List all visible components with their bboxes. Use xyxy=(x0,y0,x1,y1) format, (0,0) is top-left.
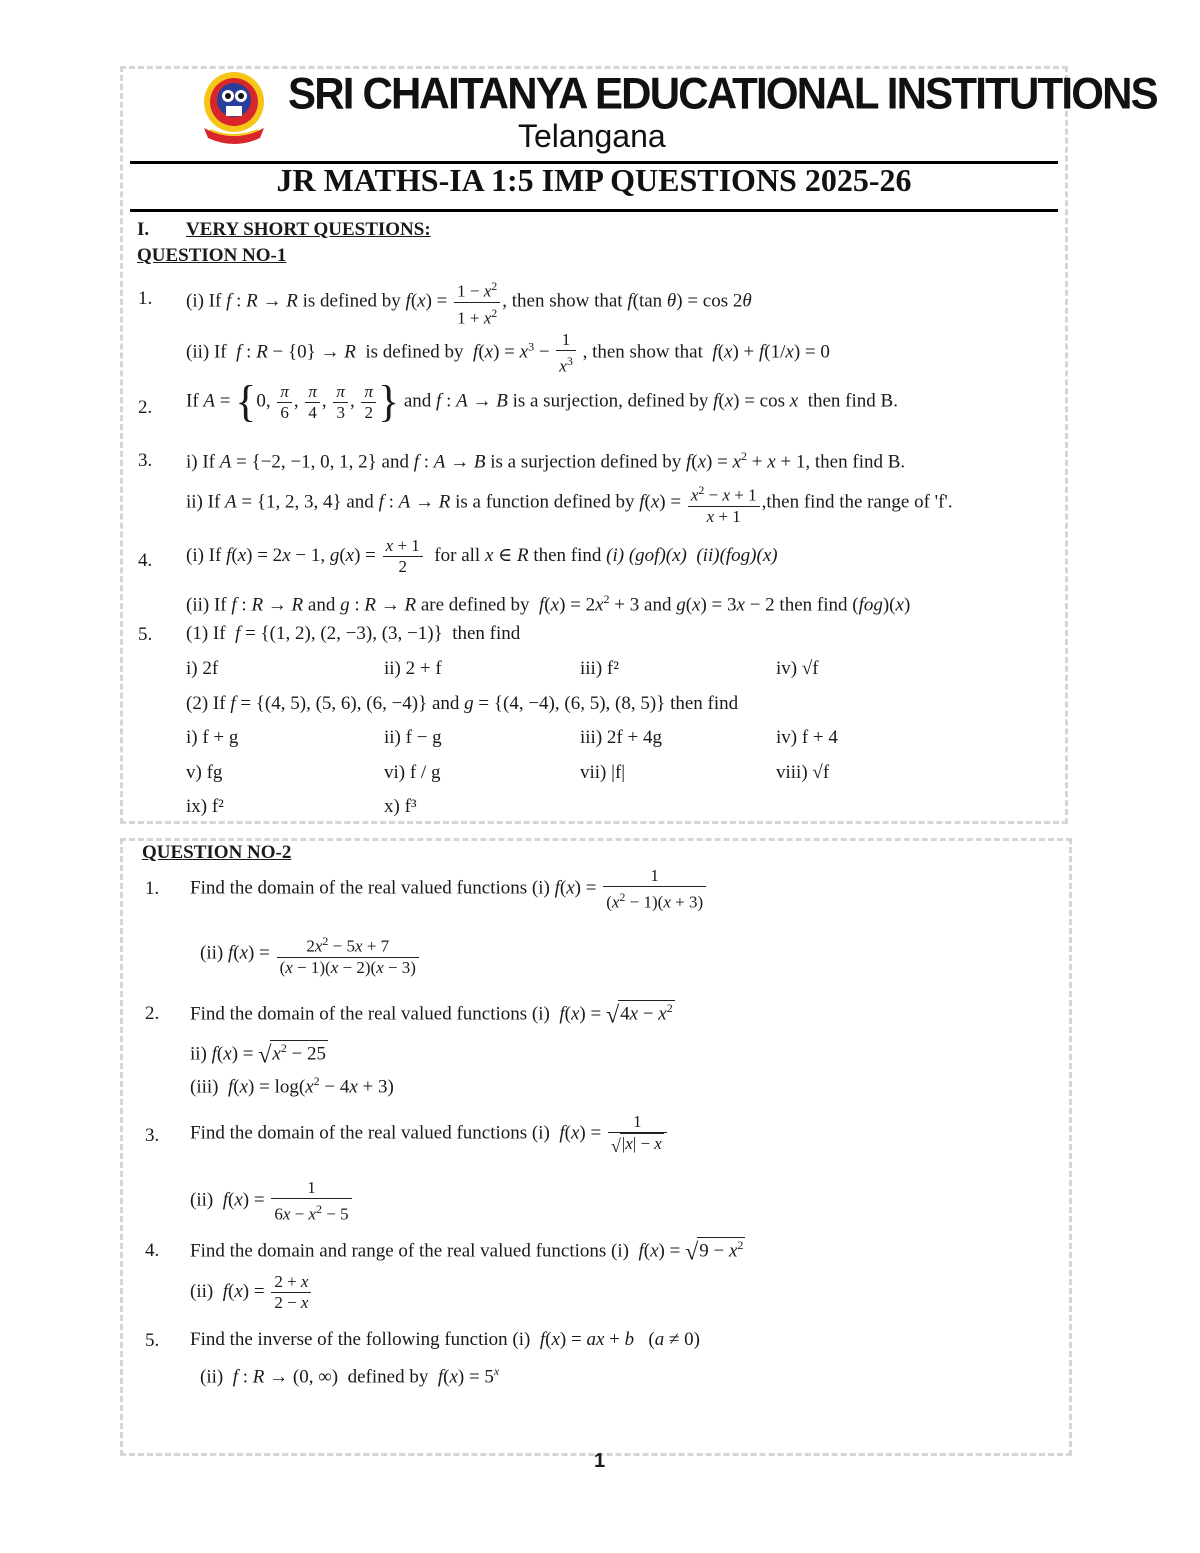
section-title: VERY SHORT QUESTIONS: xyxy=(186,219,431,240)
q1-part: i) f + g xyxy=(186,727,239,748)
item-number: 1. xyxy=(145,878,160,899)
item-number: 5. xyxy=(138,624,153,645)
page-number: 1 xyxy=(594,1450,606,1472)
q1-part: ix) f² xyxy=(186,796,224,817)
q1-part: iii) 2f + 4g xyxy=(580,727,662,748)
q1-part: viii) √f xyxy=(776,762,830,783)
q1-part: vii) |f| xyxy=(580,762,626,783)
document-title: JR MATHS-IA 1:5 IMP QUESTIONS 2025-26 xyxy=(276,162,912,198)
q2-item2-i: Find the domain of the real valued functions (i) $f(x) = √4x - x^2$ xyxy=(190,1001,673,1029)
item-number: 4. xyxy=(145,1240,160,1261)
q2-item4-ii: (ii) f(x) = $\frac{2 + x}{2 - x}$ xyxy=(190,1272,313,1313)
question-1-heading: QUESTION NO-1 xyxy=(137,245,287,266)
q1-item3-ii: ii) If A = {1, 2, 3, 4} and f : A → R is a function defined by f(x) = $\frac{x^2 - x + 1}{x + 1}$ ,then find the range of 'f'. xyxy=(186,480,953,527)
q1-item1-ii: (ii) If f : R − {0} → R is defined by $f(x) = x^3$ − $\frac{1}{x^3}$ , then show that f(x) + f(1/x) = 0 xyxy=(186,330,830,376)
item-number: 4. xyxy=(138,550,153,571)
q1-item2: If A = {0, $\frac{\pi}{6}$ , $\frac{\pi}{4}$ , $\frac{\pi}{3}$ , $\frac{\pi}{2}$ } and f : A → B is a surjection, defined by f(x) = cos x then find B. xyxy=(186,377,898,426)
item-number: 2. xyxy=(138,397,153,418)
item-number: 1. xyxy=(138,288,153,309)
header-rule-bottom xyxy=(130,209,1058,212)
q1-item4-ii: (ii) If f : R → R and g : R → R are defined by $f(x) = 2x^2 + 3$ and g(x) = 3x − 2 then find (fog)(x) xyxy=(186,592,911,616)
q2-item3-ii: (ii) f(x) = $\frac{1}{6x - x^2 - 5}$ xyxy=(190,1178,354,1225)
section-number: I. xyxy=(137,219,150,240)
item-number: 5. xyxy=(145,1330,160,1351)
question-2-heading: QUESTION NO-2 xyxy=(142,842,292,863)
q1-item1-i: (i) If f : R → R is defined by f(x) = $\frac{1 - x^2}{1 + x^2}$ , then show that f(tan θ) = cos 2θ xyxy=(186,276,752,328)
q1-item3-i: i) If A = {−2, −1, 0, 1, 2} and f : A → B is a surjection defined by $f(x) = x^2 + x + 1$, then find B. xyxy=(186,449,906,473)
q1-part: x) f³ xyxy=(384,796,417,817)
item-number: 3. xyxy=(145,1125,160,1146)
q1-item5-2: (2) If f = {(4, 5), (5, 6), (6, −4)} and g = {(4, −4), (6, 5), (8, 5)} then find xyxy=(186,693,739,714)
q1-part: i) 2f xyxy=(186,658,219,679)
q1-part: ii) f − g xyxy=(384,727,442,748)
q1-item5-1: (1) If f = {(1, 2), (2, −3), (3, −1)} then find xyxy=(186,623,521,644)
institution-name: SRI CHAITANYA EDUCATIONAL INSTITUTIONS xyxy=(288,68,1157,119)
q1-part: iv) f + 4 xyxy=(776,727,838,748)
q2-item2-ii: ii) $f(x) = √x^2 - 25$ xyxy=(190,1041,327,1069)
q1-part: vi) f / g xyxy=(384,762,441,783)
q2-item5-ii: (ii) f : R → (0, ∞) defined by $f(x) = 5^x$ xyxy=(200,1364,500,1388)
item-number: 2. xyxy=(145,1003,160,1024)
q1-part: iv) √f xyxy=(776,658,819,679)
q1-part: ii) 2 + f xyxy=(384,658,442,679)
q1-item4-i: (i) If f(x) = 2x − 1, g(x) = $\frac{x + 1}{2}$ for all x ∈ R then find (i) (gof)(x) (ii)(fog)(x) xyxy=(186,536,778,576)
q1-part: iii) f² xyxy=(580,658,619,679)
q2-item1-i: Find the domain of the real valued functions (i) f(x) = $\frac{1}{(x^2 - 1)(x + 3)}$ xyxy=(190,866,708,913)
item-number: 3. xyxy=(138,450,153,471)
q2-item1-ii: (ii) f(x) = $\frac{2x^2 - 5x + 7}{(x - 1)(x - 2)(x - 3)}$ xyxy=(200,931,421,978)
institution-state: Telangana xyxy=(518,118,666,154)
q2-item2-iii: (iii) $f(x) = \log(x^2 - 4x + 3)$ xyxy=(190,1074,394,1098)
q1-part: v) fg xyxy=(186,762,223,783)
q2-item5-i: Find the inverse of the following function (i) f(x) = ax + b (a ≠ 0) xyxy=(190,1329,700,1350)
q2-item4-i: Find the domain and range of the real valued functions (i) $f(x) = √9 - x^2$ xyxy=(190,1238,744,1266)
institution-logo xyxy=(198,70,270,148)
q2-item3-i: Find the domain of the real valued functions (i) f(x) = $\frac{1}{√|x| - x}$ xyxy=(190,1112,669,1156)
